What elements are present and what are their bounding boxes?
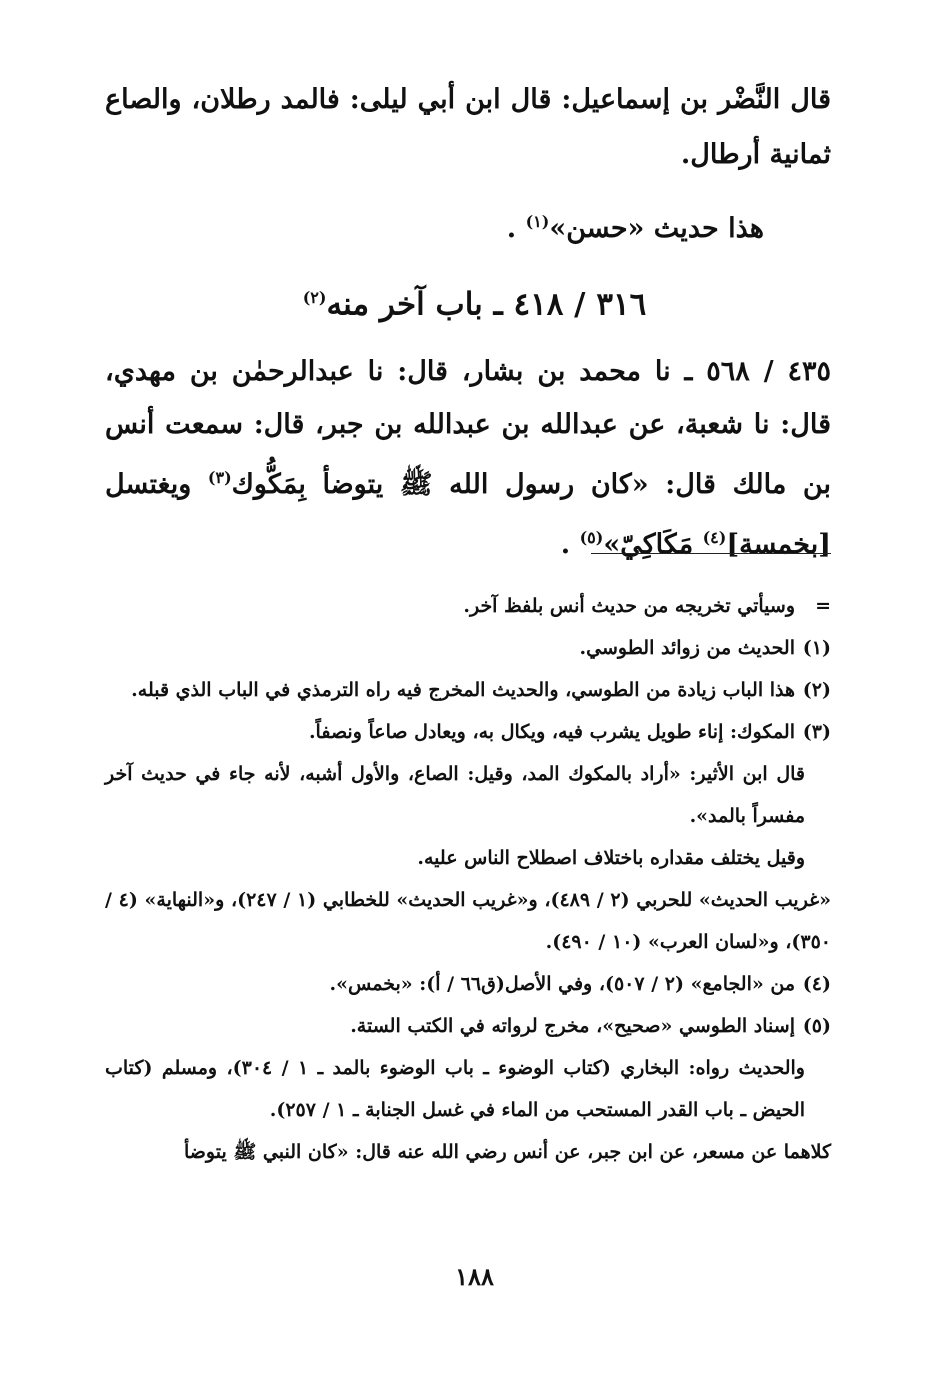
footnote-ref-4: (٤) — [702, 528, 727, 547]
footnote-continuation — [105, 585, 831, 627]
footnote-5c-text: كلاهما عن مسعر، عن ابن جبر، عن أنس رضي الله عنه قال: «كان النبي ﷺ يتوضأ — [183, 1141, 831, 1163]
page-number: ١٨٨ — [455, 1262, 494, 1291]
hadith-text-end: . — [560, 529, 580, 560]
continuation-mark: = — [815, 595, 831, 617]
footnote-3b-text: قال ابن الأثير: «أراد بالمكوك المد، وقيل: الصاع، والأول أشبه، لأنه جاء في حديث آخر مفسراً بالمد». — [105, 763, 805, 827]
footnote-2-text: هذا الباب زيادة من الطوسي، والحديث المخرج فيه راه الترمذي في الباب الذي قبله. — [131, 679, 795, 701]
footnote-5-chain — [105, 1131, 831, 1173]
footnote-1-text: الحديث من زوائد الطوسي. — [579, 637, 795, 659]
footnote-5 — [105, 1005, 831, 1047]
footnote-5b-text: والحديث رواه: البخاري (كتاب الوضوء ـ باب الوضوء بالمد ـ ١ / ٣٠٤)، ومسلم (كتاب الحيض ـ باب القدر المستحب من الماء في غسل الجنابة ـ ١ / ٢٥٧). — [105, 1057, 805, 1121]
footnote-5-sources — [105, 1047, 831, 1131]
footnote-1-number: (١) — [802, 637, 831, 659]
footnote-3-text: المكوك: إناء طويل يشرب فيه، ويكال به، ويعادل صاعاً ونصفاً. — [308, 721, 795, 743]
footnote-3-note — [105, 837, 831, 879]
paragraph-2-end: . — [506, 213, 526, 244]
footnote-1 — [105, 627, 831, 669]
hadith-text-c: مَكَاكِيّ» — [603, 529, 703, 560]
footnote-2-number: (٢) — [802, 679, 831, 701]
footnote-ref-3: (٣) — [207, 468, 232, 487]
hadith-text-b: ويغتسل [بخمسة] — [105, 469, 831, 560]
chapter-heading — [0, 268, 949, 334]
hadith-paragraph — [105, 345, 831, 571]
footnote-ref-5: (٥) — [579, 528, 604, 547]
footnote-2 — [105, 669, 831, 711]
footnote-4-text: من «الجامع» (٢ / ٥٠٧)، وفي الأصل(ق٦٦ / أ): «بخمس». — [329, 973, 795, 995]
footnote-4 — [105, 963, 831, 1005]
footnote-5-text: إسناد الطوسي «صحيح»، مخرج لرواته في الكتب الستة. — [350, 1015, 795, 1037]
footnote-3-references — [105, 879, 831, 963]
paragraph-1 — [105, 72, 831, 182]
footnote-divider — [591, 553, 831, 554]
hadith-text-a: ٤٣٥ / ٥٦٨ ـ نا محمد بن بشار، قال: نا عبدالرحمٰن بن مهدي، قال: نا شعبة، عن عبدالله بن عبدالله بن جبر، قال: سمعت أنس بن مالك قال: «كان رسول الله ﷺ يتوضأ بِمَكُّوك — [105, 356, 831, 500]
paragraph-1-text: قال النَّضْر بن إسماعيل: قال ابن أبي ليلى: فالمد رطلان، والصاع ثمانية أرطال. — [105, 84, 831, 170]
footnote-3c-text: وقيل يختلف مقداره باختلاف اصطلاح الناس عليه. — [417, 847, 805, 869]
footnote-ref-2: (٢) — [302, 288, 327, 307]
chapter-heading-text: ٣١٦ / ٤١٨ ـ باب آخر منه — [326, 286, 647, 323]
footnote-3 — [105, 711, 831, 753]
paragraph-2-text: هذا حديث «حسن» — [549, 213, 764, 244]
footnote-3-number: (٣) — [802, 721, 831, 743]
footnote-ref-1: (١) — [525, 212, 550, 231]
paragraph-2 — [64, 194, 764, 256]
footnote-3d-text: «غريب الحديث» للحربي (٢ / ٤٨٩)، و«غريب الحديث» للخطابي (١ / ٢٤٧)، و«النهاية» (٤ / ٣٥٠)، و«لسان العرب» (١٠ / ٤٩٠). — [105, 889, 831, 953]
footnote-5-number: (٥) — [802, 1015, 831, 1037]
footnote-0-text: وسيأتي تخريجه من حديث أنس بلفظ آخر. — [463, 595, 795, 617]
footnotes — [105, 585, 831, 1173]
footnote-4-number: (٤) — [802, 973, 831, 995]
footnote-3-quote — [105, 753, 831, 837]
